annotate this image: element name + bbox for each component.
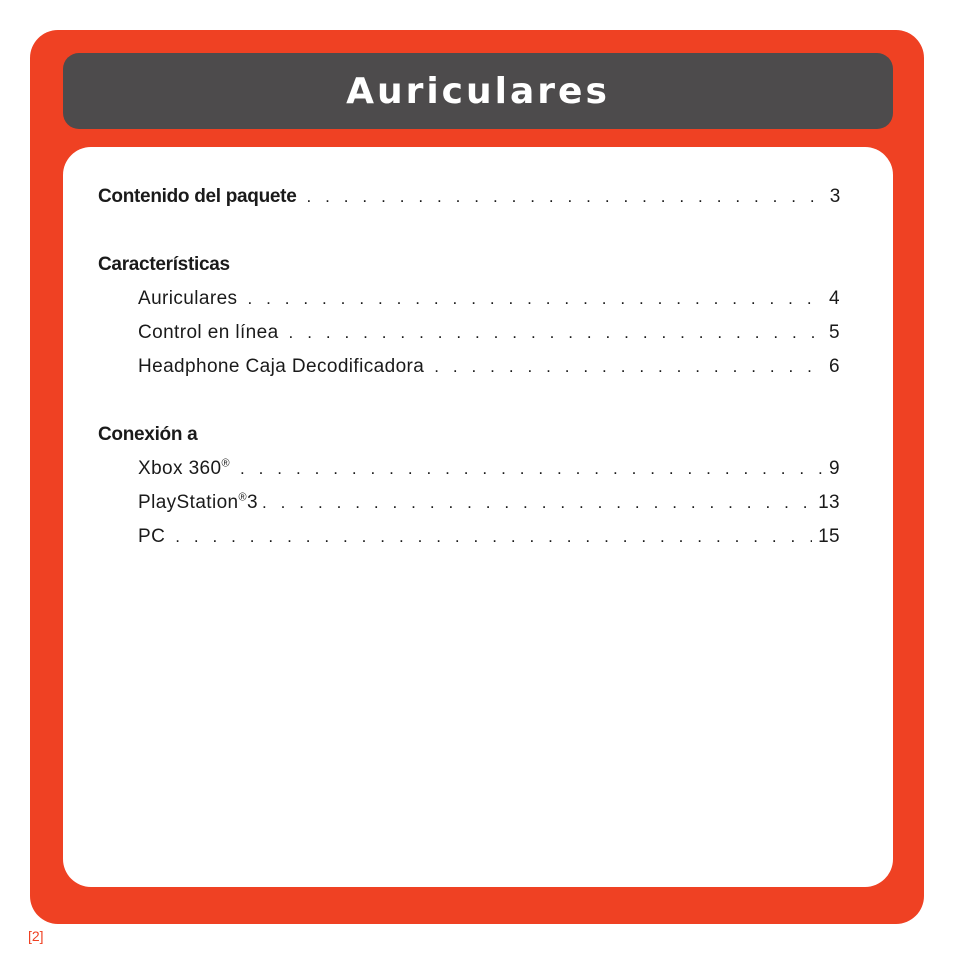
section-heading-features: Características (98, 254, 230, 275)
toc-entry-page: 5 (829, 322, 840, 343)
toc-entry-label: Headphone Caja Decodificadora (138, 356, 425, 377)
registered-mark: ® (238, 491, 248, 504)
toc-entry-auriculares[interactable] (98, 282, 840, 316)
dot-leader (434, 350, 823, 384)
toc-entry-page: 13 (818, 492, 840, 513)
label-text: PC (138, 526, 166, 547)
label-text: Xbox 360 (138, 458, 222, 479)
toc-entry-label (138, 520, 175, 554)
title-bar (63, 53, 893, 129)
page-number: [2] (28, 928, 44, 944)
section-heading-connection: Conexión a (98, 424, 198, 445)
toc-entry-label: Control en línea (138, 322, 279, 343)
toc-entry-page: 15 (818, 526, 840, 547)
dot-leader (240, 452, 823, 486)
toc-entry-page: 9 (829, 458, 840, 479)
toc-entry-page: 3 (829, 186, 840, 207)
dot-leader (262, 486, 812, 520)
toc-entry-control[interactable] (98, 316, 840, 350)
toc-entry-label: Auriculares (138, 288, 238, 309)
dot-leader (306, 180, 823, 214)
page-title: Auriculares (346, 70, 610, 112)
toc-entry-pc[interactable] (98, 520, 840, 554)
toc-entry-playstation[interactable] (98, 486, 840, 520)
toc-entry-label (138, 452, 240, 486)
toc-entry-page: 6 (829, 356, 840, 377)
registered-mark: ® (221, 457, 231, 470)
label-suffix: 3 (247, 492, 258, 513)
dot-leader (175, 520, 812, 554)
dot-leader (247, 282, 823, 316)
toc-entry-decoder[interactable] (98, 350, 840, 384)
dot-leader (289, 316, 823, 350)
toc-entry-package[interactable] (98, 180, 840, 214)
toc-entry-page: 4 (829, 288, 840, 309)
table-of-contents (98, 180, 840, 554)
toc-entry-label (138, 486, 262, 520)
toc-entry-label: Contenido del paquete (98, 186, 297, 207)
toc-entry-xbox[interactable] (98, 452, 840, 486)
label-text: PlayStation (138, 492, 239, 513)
